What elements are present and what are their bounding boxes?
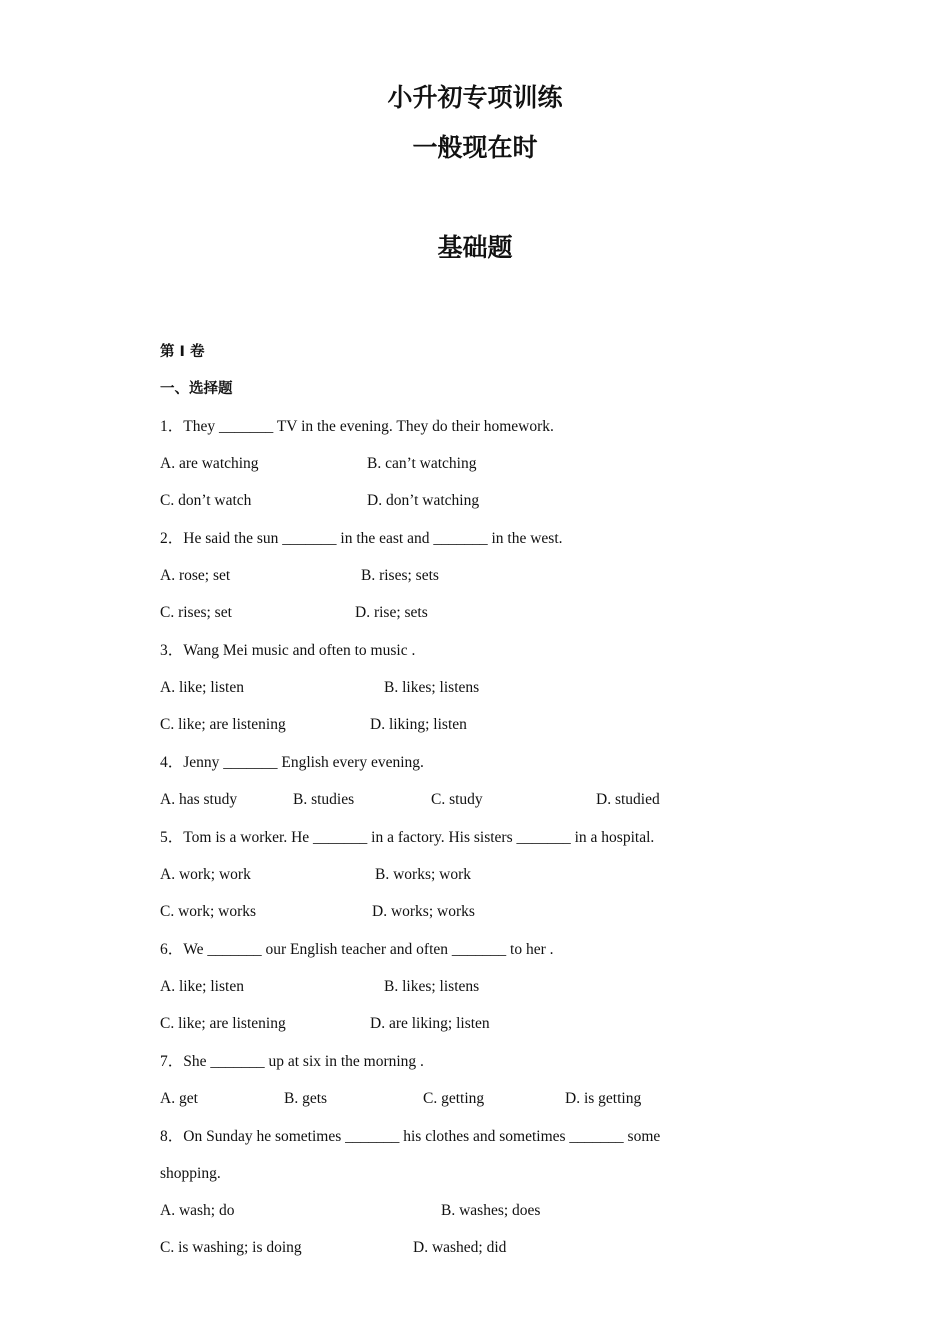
option-c: C. study <box>431 791 483 808</box>
volume-label: 第 I 卷 <box>160 344 205 360</box>
question-stem: 7．She _______ up at six in the morning . <box>160 1053 424 1070</box>
option-c: C. like; are listening <box>160 1015 286 1032</box>
option-a: A. work; work <box>160 866 251 883</box>
option-b: B. works; work <box>375 866 472 883</box>
option-b: B. gets <box>284 1090 328 1107</box>
option-a: A. like; listen <box>160 679 244 696</box>
document-topic: 一般现在时 <box>412 133 538 162</box>
question-stem: 3．Wang Mei music and often to music . <box>160 642 416 659</box>
option-b: B. rises; sets <box>361 567 439 584</box>
question-stem: 5．Tom is a worker. He _______ in a factory. His sisters _______ in a hospital. <box>160 829 655 846</box>
option-c: C. is washing; is doing <box>160 1239 302 1256</box>
option-c: C. getting <box>423 1090 485 1107</box>
option-d: D. are liking; listen <box>370 1015 490 1032</box>
option-b: B. studies <box>293 791 355 808</box>
question-stem: 6．We _______ our English teacher and often _______ to her . <box>160 941 554 958</box>
option-a: A. are watching <box>160 455 259 472</box>
question-stem: 4．Jenny _______ English every evening. <box>160 754 424 771</box>
option-c: C. work; works <box>160 903 257 920</box>
option-b: B. likes; listens <box>384 978 480 995</box>
question-stem: 2．He said the sun _______ in the east and _______ in the west. <box>160 530 563 547</box>
option-d: D. works; works <box>372 903 475 920</box>
option-d: D. washed; did <box>413 1239 507 1256</box>
option-c: C. don’t watch <box>160 492 252 509</box>
option-c: C. rises; set <box>160 604 232 621</box>
option-d: D. don’t watching <box>367 492 480 509</box>
document-title: 小升初专项训练 <box>387 83 563 112</box>
option-a: A. get <box>160 1090 198 1107</box>
option-b: B. washes; does <box>441 1202 541 1219</box>
option-a: A. wash; do <box>160 1202 235 1219</box>
question-stem: 1．They _______ TV in the evening. They do their homework. <box>160 418 554 435</box>
part-label: 一、选择题 <box>160 381 233 397</box>
option-d: D. studied <box>596 791 660 808</box>
option-d: D. liking; listen <box>370 716 467 733</box>
option-b: B. likes; listens <box>384 679 480 696</box>
option-b: B. can’t watching <box>367 455 477 472</box>
question-stem: 8．On Sunday he sometimes _______ his clothes and sometimes _______ some <box>160 1128 661 1145</box>
option-d: D. rise; sets <box>355 604 428 621</box>
option-a: A. rose; set <box>160 567 231 584</box>
option-a: A. like; listen <box>160 978 244 995</box>
option-d: D. is getting <box>565 1090 642 1107</box>
document-level: 基础题 <box>437 233 513 262</box>
option-a: A. has study <box>160 791 238 808</box>
question-stem-continued: shopping. <box>160 1165 221 1182</box>
option-c: C. like; are listening <box>160 716 286 733</box>
